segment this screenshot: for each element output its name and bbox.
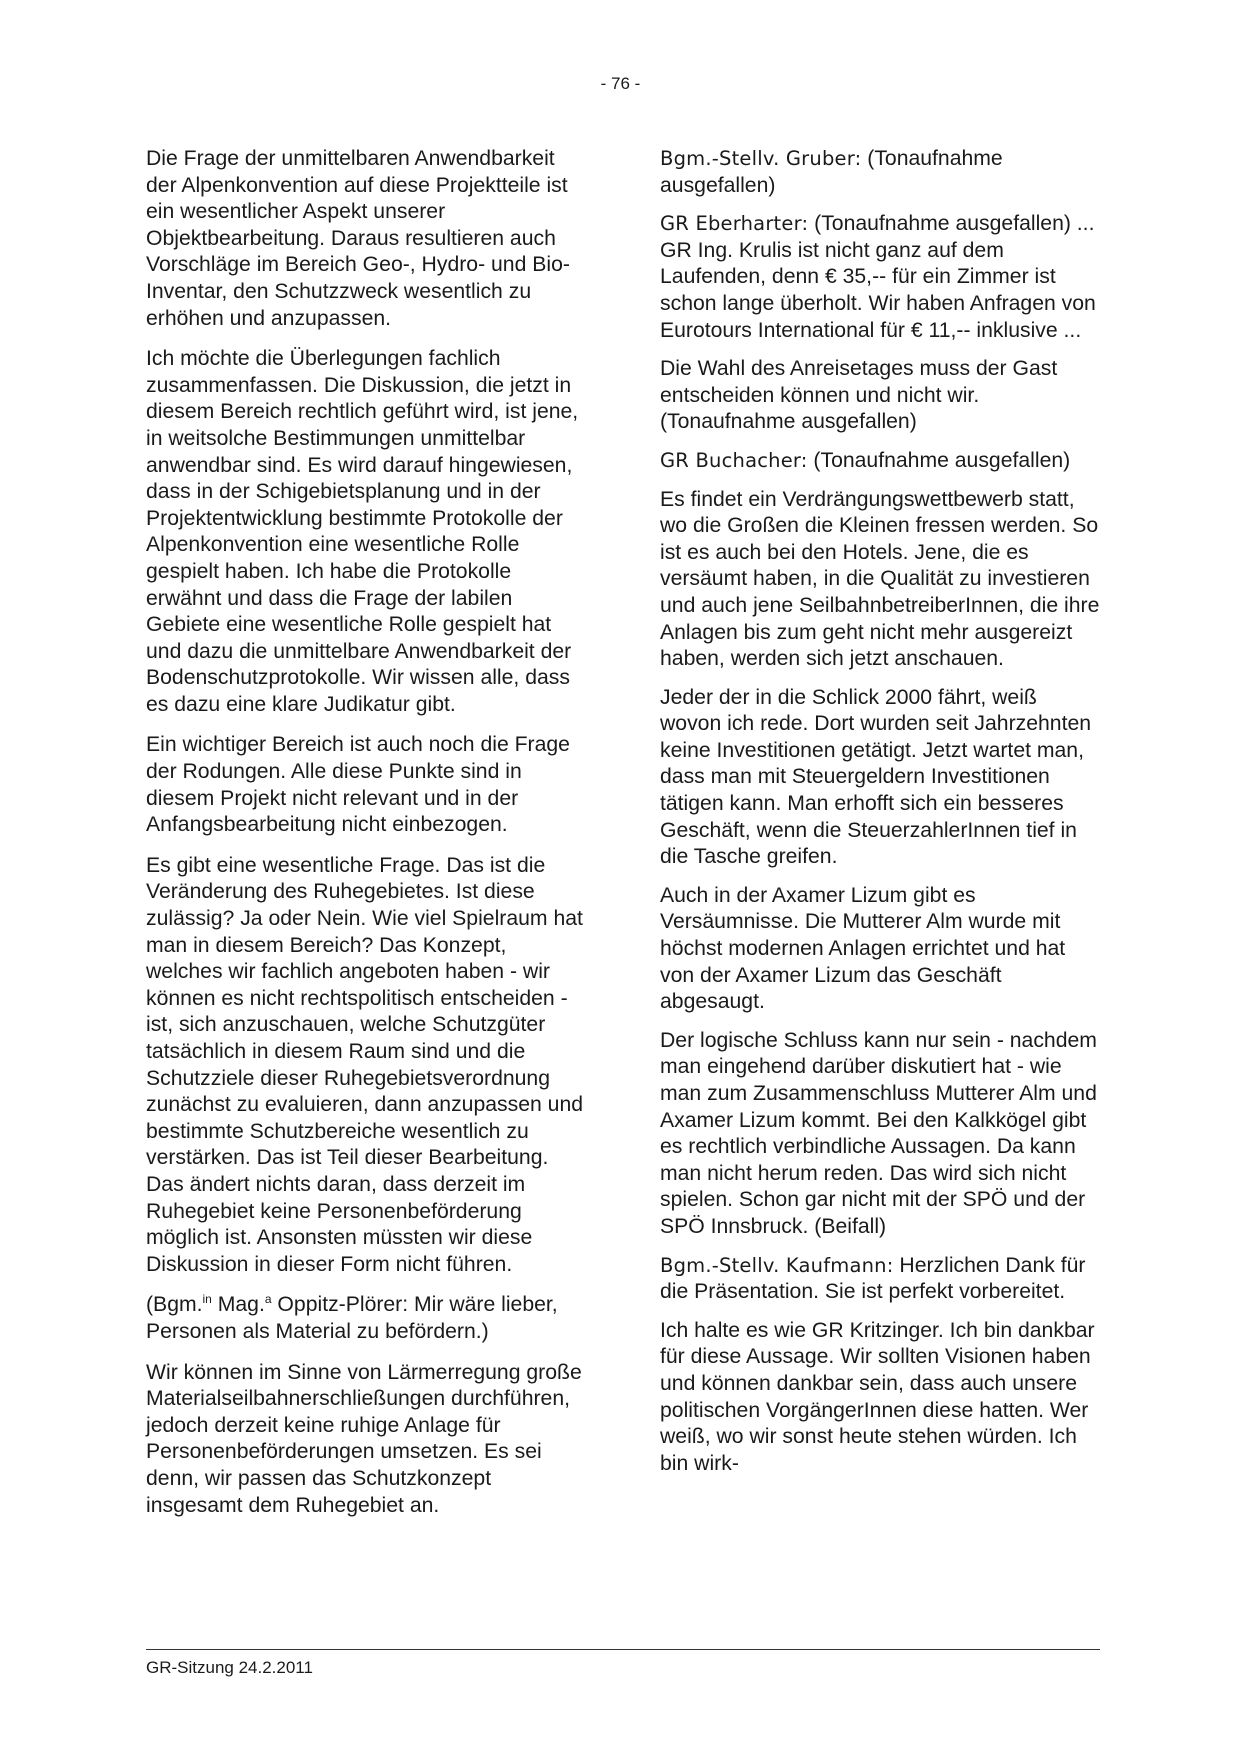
paragraph: Es gibt eine wesentliche Frage. Das ist die Veränderung des Ruhegebietes. Ist diese zulässig? Ja oder Nein. Wie viel Spielraum hat man in diesem Bereich? Das Konzept, welches wir fachlich angeboten haben - wir können es nicht rechtspolitisch entscheiden - ist, sich anzuschauen, welche Schutzgüter tatsächlich in diesem Raum sind und die Schutzziele dieser Ruhegebietsverordnung zunächst zu evaluieren, dann anzupassen und bestimmte Schutzbereiche wesentlich zu verstärken. Das ist Teil dieser Bearbeitung. Das ändert nichts daran, dass derzeit im Ruhegebiet keine Personenbeförderung möglich ist. Ansonsten müssten wir diese Diskussion in dieser Form nicht führen. xyxy=(146,853,584,1276)
speaker-name: Bgm.-Stellv. Kaufmann: xyxy=(660,1253,894,1277)
paragraph-text: Herzlichen Dank für die Präsentation. Sie ist perfekt vorbereitet. xyxy=(660,1253,1086,1304)
footer-divider xyxy=(146,1649,1100,1650)
footer-text: GR-Sitzung 24.2.2011 xyxy=(146,1658,313,1677)
superscript: in xyxy=(202,1292,212,1307)
paragraph-text: Auch in der Axamer Lizum gibt es Versäumnisse. Die Mutterer Alm wurde mit höchst modernen Anlagen errichtet und hat von der Axamer Lizum das Geschäft abgesaugt. xyxy=(660,883,1066,1014)
paragraph xyxy=(660,487,1100,673)
paragraph-text: (Tonaufnahme ausgefallen) ... GR Ing. Krulis ist nicht ganz auf dem Laufenden, denn € 35,-- für ein Zimmer ist schon lange überholt. Wir haben Anfragen von Eurotours International für € 11,-- inklusive ... xyxy=(660,212,1096,342)
page-number: - 76 - xyxy=(600,74,641,93)
paragraph-text: Jeder der in die Schlick 2000 fährt, weiß wovon ich rede. Dort wurden seit Jahrzehnten keine Investitionen getätigt. Jetzt wartet man, dass man mit Steuergeldern Investitionen tätigen kann. Man erhofft sich ein besseres Geschäft, wenn die SteuerzahlerInnen tief in die Tasche greifen. xyxy=(660,685,1092,869)
speech-paragraph xyxy=(660,146,1100,199)
left-column xyxy=(146,146,586,1531)
speaker-name: GR Buchacher: xyxy=(660,448,808,472)
speech-paragraph xyxy=(660,448,1100,475)
interjection-rest: Oppitz-Plörer: Mir wäre lieber, Personen als Material zu befördern.) xyxy=(146,1293,558,1343)
interjection-mid: Mag. xyxy=(211,1293,265,1317)
paragraph-text: Der logische Schluss kann nur sein - nachdem man eingehend darüber diskutiert hat - wie man zum Zusammenschluss Mutterer Alm und Axamer Lizum kommt. Bei den Kalkkögel gibt es rechtlich verbindliche Aussagen. Da kann man nicht herum reden. Das wird sich nicht spielen. Schon gar nicht mit der SPÖ und der SPÖ Innsbruck. (Beifall) xyxy=(660,1028,1097,1238)
paragraph xyxy=(660,685,1100,871)
speaker-name: GR Eberharter: xyxy=(660,212,809,236)
paragraph: Ich möchte die Überlegungen fachlich zusammenfassen. Die Diskussion, die jetzt in diesem Bereich rechtlich geführt wird, ist jene, in weitsolche Bestimmungen unmittelbar anwendbar sind. Es wird darauf hingewiesen, dass in der Schigebietsplanung und in der Projektentwicklung bestimmte Protokolle der Alpenkonvention eine wesentliche Rolle gespielt haben. Ich habe die Protokolle erwähnt und dass die Frage der labilen Gebiete eine wesentliche Rolle gespielt hat und dazu die unmittelbare Anwendbarkeit der Bodenschutzprotokolle. Wir wissen alle, dass es dazu eine klare Judikatur gibt. xyxy=(146,347,579,716)
paragraph xyxy=(660,883,1100,1016)
speech-paragraph xyxy=(660,1253,1100,1306)
paragraph xyxy=(660,1318,1100,1478)
paragraph-text: Die Wahl des Anreisetages muss der Gast entscheiden können und nicht wir. (Tonaufnahme ausgefallen) xyxy=(660,357,1058,434)
paragraph-text: Es findet ein Verdrängungswettbewerb statt, wo die Großen die Kleinen fressen werden. So ist es auch bei den Hotels. Jene, die es versäumt haben, in die Qualität zu investieren und auch jene SeilbahnbetreiberInnen, die ihre Anlagen bis zum geht nicht mehr ausgereizt haben, werden sich jetzt anschauen. xyxy=(660,487,1100,671)
paragraph: Ein wichtiger Bereich ist auch noch die Frage der Rodungen. Alle diese Punkte sind in diesem Projekt nicht relevant und in der Anfangsbearbeitung nicht einbezogen. xyxy=(146,733,570,837)
paragraph-text: (Tonaufnahme ausgefallen) xyxy=(807,448,1071,472)
paragraph: Die Frage der unmittelbaren Anwendbarkeit der Alpenkonvention auf diese Projektteile ist ein wesentlicher Aspekt unserer Objektbearbeitung. Daraus resultieren auch Vorschläge im Bereich Geo-, Hydro- und Bio-Inventar, den Schutzzweck wesentlich zu erhöhen und anzupassen. xyxy=(146,147,570,330)
paragraph xyxy=(660,1028,1100,1241)
speaker-name: Bgm.-Stellv. Gruber: xyxy=(660,147,862,170)
paragraph: Wir können im Sinne von Lärmerregung große Materialseilbahnerschließungen durchführen, jedoch derzeit keine ruhige Anlage für Personenbeförderungen umsetzen. Es sei denn, wir passen das Schutzkonzept insgesamt dem Ruhegebiet an. xyxy=(146,1360,582,1517)
interjection-open: (Bgm. xyxy=(146,1293,203,1317)
speech-paragraph xyxy=(660,211,1100,344)
paragraph xyxy=(660,356,1100,436)
right-column xyxy=(660,146,1100,1489)
paragraph-text: (Tonaufnahme ausgefallen) xyxy=(660,147,1003,197)
paragraph-text: Ich halte es wie GR Kritzinger. Ich bin dankbar für diese Aussage. Wir sollten Visionen haben und können dankbar sein, dass auch unsere politischen VorgängerInnen diese hatten. Wer weiß, wo wir sonst heute stehen würden. Ich bin wirk- xyxy=(660,1318,1095,1475)
interjection xyxy=(146,1292,586,1345)
superscript: a xyxy=(264,1292,272,1307)
